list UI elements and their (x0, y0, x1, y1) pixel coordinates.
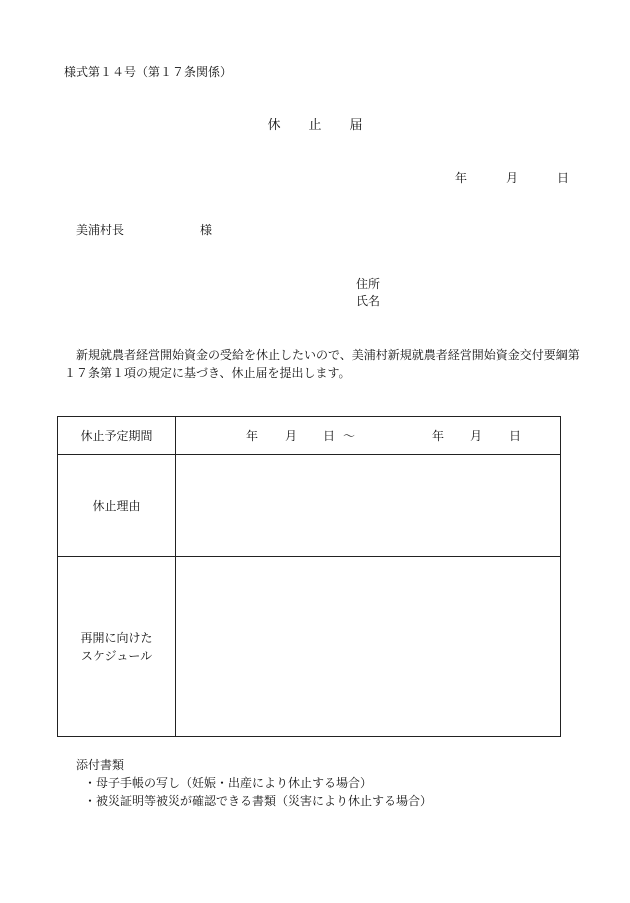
period-end-day: 日 (509, 429, 522, 443)
table-row-schedule (58, 557, 561, 737)
suspension-form-table (57, 416, 561, 737)
period-start-day: 日 (323, 429, 336, 443)
period-value-cell[interactable] (176, 417, 561, 455)
applicant-name-label: 氏名 (356, 294, 381, 308)
title-char-3: 届 (349, 118, 363, 133)
period-end-year: 年 (432, 429, 445, 443)
addressee-honorific: 様 (200, 223, 213, 237)
applicant-address-label: 住所 (356, 277, 381, 291)
period-start-year: 年 (246, 429, 259, 443)
period-start-month: 月 (285, 429, 298, 443)
attachment-item: ・被災証明等被災が確認できる書類（災害により休止する場合） (84, 794, 433, 808)
reason-label: 休止理由 (58, 455, 176, 557)
title-char-2: 止 (308, 118, 322, 133)
schedule-label-line2: スケジュール (80, 648, 153, 663)
period-end-month: 月 (470, 429, 483, 443)
title-char-1: 休 (267, 118, 281, 133)
period-range-tilde: ～ (343, 429, 356, 443)
document-title (0, 118, 630, 134)
schedule-label-line1: 再開に向けた (80, 630, 153, 645)
table-row-period (58, 417, 561, 455)
schedule-input-area[interactable] (176, 557, 561, 737)
form-number: 様式第１４号（第１７条関係） (64, 65, 233, 79)
date-month: 月 (506, 171, 519, 185)
addressee-name: 美浦村長 (76, 223, 125, 237)
period-label: 休止予定期間 (58, 417, 176, 455)
statement-text: 新規就農者経営開始資金の受給を休止したいので、美浦村新規就農者経営開始資金交付要綱第１７条第１項の規定に基づき、休止届を提出します。 (64, 348, 580, 380)
statement-paragraph (64, 346, 584, 382)
table-row-reason (58, 455, 561, 557)
attachment-item: ・母子手帳の写し（妊娠・出産により休止する場合） (84, 776, 373, 790)
schedule-label (58, 557, 176, 737)
addressee (76, 222, 213, 238)
attachments-title: 添付書類 (76, 758, 125, 772)
date-year: 年 (455, 171, 468, 185)
reason-input-area[interactable] (176, 455, 561, 557)
period-range (176, 417, 560, 454)
date-day: 日 (557, 171, 570, 185)
